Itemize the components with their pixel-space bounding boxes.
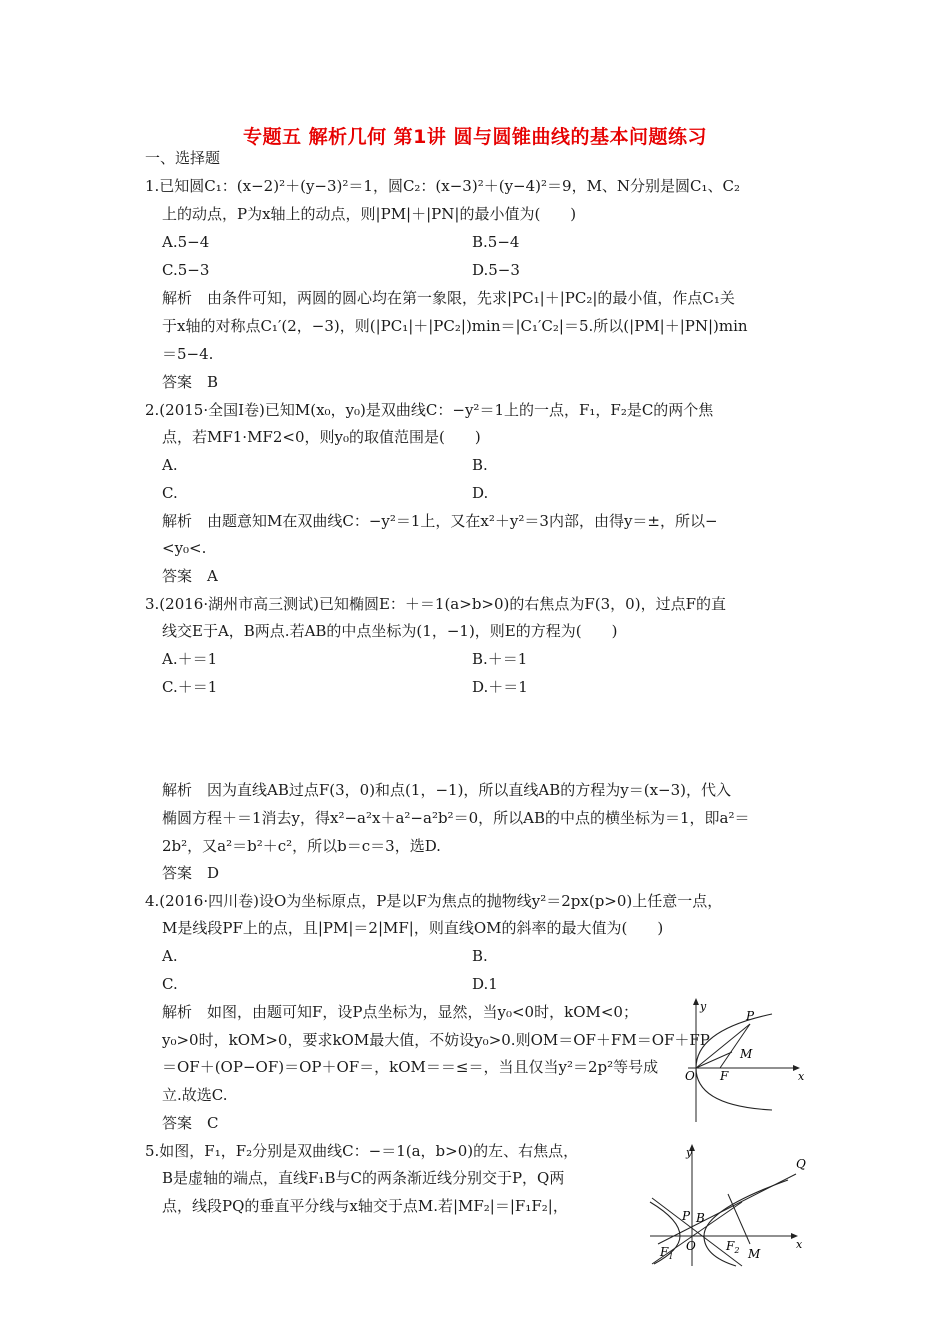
q3-explanation-line1: 解析 因为直线AB过点F(3，0)和点(1，−1)，所以直线AB的方程为y＝(x−3)，代入 (162, 781, 732, 799)
fig4-label-y: y (700, 1000, 707, 1013)
q4-stem-line1: 4.(2016·四川卷)设O为坐标原点，P是以F为焦点的抛物线y²＝2px(p>0)上任意一点， (145, 892, 723, 910)
q1-answer: 答案 B (162, 373, 219, 391)
q4-option-c: C. (162, 975, 178, 993)
fig5-label-y: y (686, 1146, 693, 1159)
q1-option-b: B.5−4 (472, 233, 520, 251)
fig5-label-f1: $F_1$ (660, 1245, 674, 1261)
q2-option-c: C. (162, 484, 178, 502)
q4-option-d: D.1 (472, 975, 498, 993)
fig4-label-p: P (746, 1009, 755, 1023)
q2-option-a: A. (162, 456, 178, 474)
q2-answer: 答案 A (162, 567, 218, 585)
q1-option-a: A.5−4 (162, 233, 210, 251)
q4-explanation-line4: 立.故选C. (162, 1086, 228, 1104)
q3-option-d: D.＋＝1 (472, 678, 528, 696)
q3-explanation-line3: 2b²，又a²＝b²＋c²，所以b＝c＝3，选D. (162, 837, 441, 855)
fig5-label-q: Q (796, 1157, 806, 1171)
q4-explanation-line2: y₀>0时，kOM>0，要求kOM最大值，不妨设y₀>0.则OM＝OF＋FM＝OF＋FP (162, 1031, 710, 1049)
q5-stem-line1: 5.如图，F₁，F₂分别是双曲线C：−＝1(a，b>0)的左、右焦点， (145, 1142, 579, 1160)
q4-option-b: B. (472, 947, 488, 965)
q2-explanation-line1: 解析 由题意知M在双曲线C：−y²＝1上，又在x²＋y²＝3内部，由得y＝±，所以− (162, 512, 718, 530)
fig5-label-x: x (796, 1238, 803, 1251)
segment-om (696, 1052, 732, 1068)
parabola-figure (676, 996, 812, 1126)
q3-stem-line2: 线交E于A，B两点.若AB的中点坐标为(1，−1)，则E的方程为( ) (162, 622, 618, 640)
hyperbola-right-branch (704, 1180, 788, 1266)
fig4-label-m: M (740, 1047, 753, 1061)
fig4-label-f: F (720, 1069, 729, 1083)
q2-option-d: D. (472, 484, 489, 502)
fig4-label-x: x (798, 1070, 805, 1083)
hyperbola-figure (646, 1140, 812, 1268)
q3-stem-line1: 3.(2016·湖州市高三测试)已知椭圆E：＋＝1(a>b>0)的右焦点为F(3，0)，过点F的直 (145, 595, 726, 613)
q4-option-a: A. (162, 947, 178, 965)
q3-explanation-line2: 椭圆方程＋＝1消去y，得x²−a²x＋a²−a²b²＝0，所以AB的中点的横坐标为＝1，即a²＝ (162, 809, 750, 827)
line-f1b (658, 1174, 796, 1244)
q1-stem-line2: 上的动点，P为x轴上的动点，则|PM|＋|PN|的最小值为( ) (162, 205, 577, 223)
q5-stem-line3: 点，线段PQ的垂直平分线与x轴交于点M.若|MF₂|＝|F₁F₂|， (162, 1197, 568, 1215)
q2-explanation-line2: <y₀<. (162, 539, 207, 557)
q5-stem-line2: B是虚轴的端点，直线F₁B与C的两条渐近线分别交于P，Q两 (162, 1169, 565, 1187)
fig5-label-o: O (686, 1239, 696, 1253)
q4-answer: 答案 C (162, 1114, 219, 1132)
q4-explanation-line3: ＝OF＋(OP−OF)＝OP＋OF＝，kOM＝＝≤＝，当且仅当y²＝2p²等号成 (162, 1058, 659, 1076)
q1-explanation-line1: 解析 由条件可知，两圆的圆心均在第一象限，先求|PC₁|＋|PC₂|的最小值，作点C₁关 (162, 289, 735, 307)
q3-option-b: B.＋＝1 (472, 650, 528, 668)
q1-option-c: C.5−3 (162, 261, 210, 279)
q4-explanation-line1: 解析 如图，由题可知F，设P点坐标为，显然，当y₀<0时，kOM<0； (162, 1003, 638, 1021)
parabola-curve (696, 1014, 772, 1110)
section-heading: 一、选择题 (145, 149, 221, 167)
fig5-label-f2: $F_2$ (726, 1239, 740, 1255)
segment-fp (720, 1024, 750, 1068)
q2-option-b: B. (472, 456, 488, 474)
fig4-label-o: O (685, 1069, 695, 1083)
q4-stem-line2: M是线段PF上的点，且|PM|＝2|MF|，则直线OM的斜率的最大值为( ) (162, 919, 664, 937)
q3-option-c: C.＋＝1 (162, 678, 218, 696)
q2-stem-line1: 2.(2015·全国Ⅰ卷)已知M(x₀，y₀)是双曲线C：−y²＝1上的一点，F₁，F₂是C的两个焦 (145, 401, 714, 419)
fig5-label-m: M (748, 1247, 761, 1261)
q3-option-a: A.＋＝1 (162, 650, 218, 668)
page-title: 专题五 解析几何 第1讲 圆与圆锥曲线的基本问题练习 (242, 126, 708, 148)
q1-explanation-line3: ＝5−4. (162, 345, 214, 363)
q1-option-d: D.5−3 (472, 261, 520, 279)
q1-explanation-line2: 于x轴的对称点C₁′(2，−3)，则(|PC₁|＋|PC₂|)min＝|C₁′C₂|＝5.所以(|PM|＋|PN|)min (162, 317, 748, 335)
fig5-label-p: P (682, 1209, 691, 1223)
y-axis-arrow (693, 998, 699, 1005)
q2-stem-line2: 点，若MF1·MF2<0，则y₀的取值范围是( ) (162, 428, 481, 446)
fig5-label-b: B (696, 1211, 705, 1225)
q1-stem-line1: 1.已知圆C₁：(x−2)²＋(y−3)²＝1，圆C₂：(x−3)²＋(y−4)²＝9，M、N分别是圆C₁、C₂ (145, 177, 741, 195)
q3-answer: 答案 D (162, 864, 220, 882)
